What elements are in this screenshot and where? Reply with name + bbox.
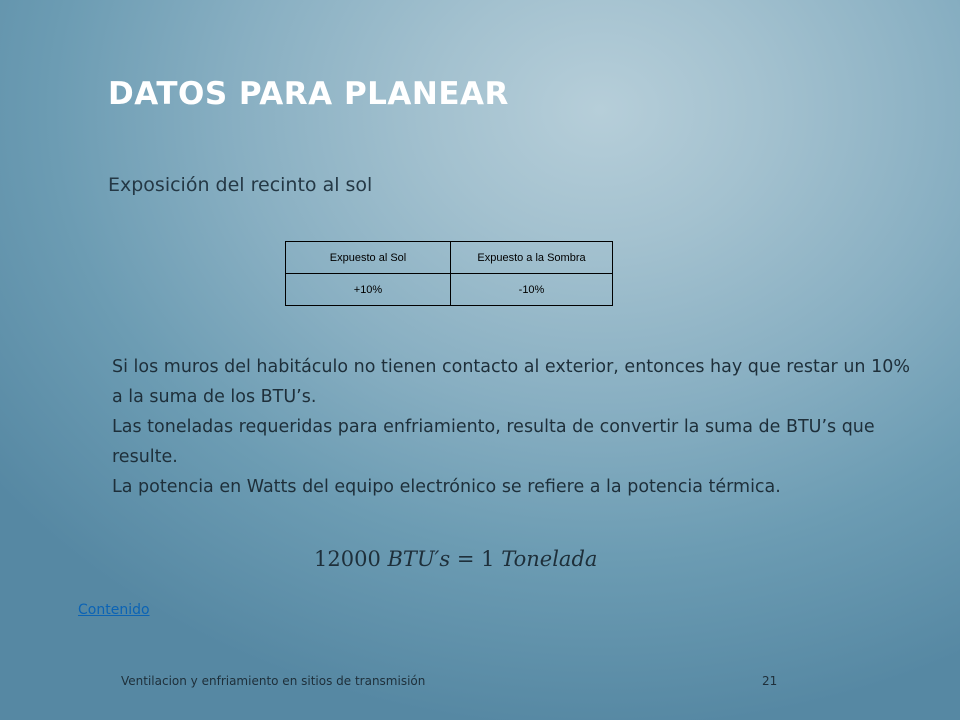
equation-rhs-unit: Tonelada <box>501 547 598 571</box>
table-cell-shade-value: -10% <box>451 274 613 306</box>
table-header-shade: Expuesto a la Sombra <box>451 242 613 274</box>
body-paragraph-walls: Si los muros del habitáculo no tienen contacto al exterior, entonces hay que restar un 10% a la suma de los BTU’s. <box>112 357 910 407</box>
contents-link[interactable]: Contenido <box>78 602 150 618</box>
equation-lhs-number: 12000 <box>314 547 381 571</box>
exposure-table <box>285 241 613 306</box>
body-paragraph-tons: Las toneladas requeridas para enfriamiento, resulta de convertir la suma de BTU’s que resulte. <box>112 417 875 467</box>
body-text <box>112 352 912 502</box>
equation-lhs-unit: BTU′s <box>387 547 451 571</box>
table-header-sun: Expuesto al Sol <box>286 242 451 274</box>
table-row <box>286 274 613 306</box>
page-number: 21 <box>762 674 778 688</box>
footer-title: Ventilacion y enfriamiento en sitios de transmisión <box>121 674 426 688</box>
table-header-row <box>286 242 613 274</box>
section-subtitle: Exposición del recinto al sol <box>108 174 373 196</box>
equation-rhs-number: 1 <box>481 547 495 571</box>
conversion-equation <box>314 547 597 571</box>
body-paragraph-watts: La potencia en Watts del equipo electrónico se refiere a la potencia térmica. <box>112 477 781 497</box>
slide-title: DATOS PARA PLANEAR <box>108 76 509 112</box>
equation-operator: = <box>456 547 475 571</box>
table-cell-sun-value: +10% <box>286 274 451 306</box>
